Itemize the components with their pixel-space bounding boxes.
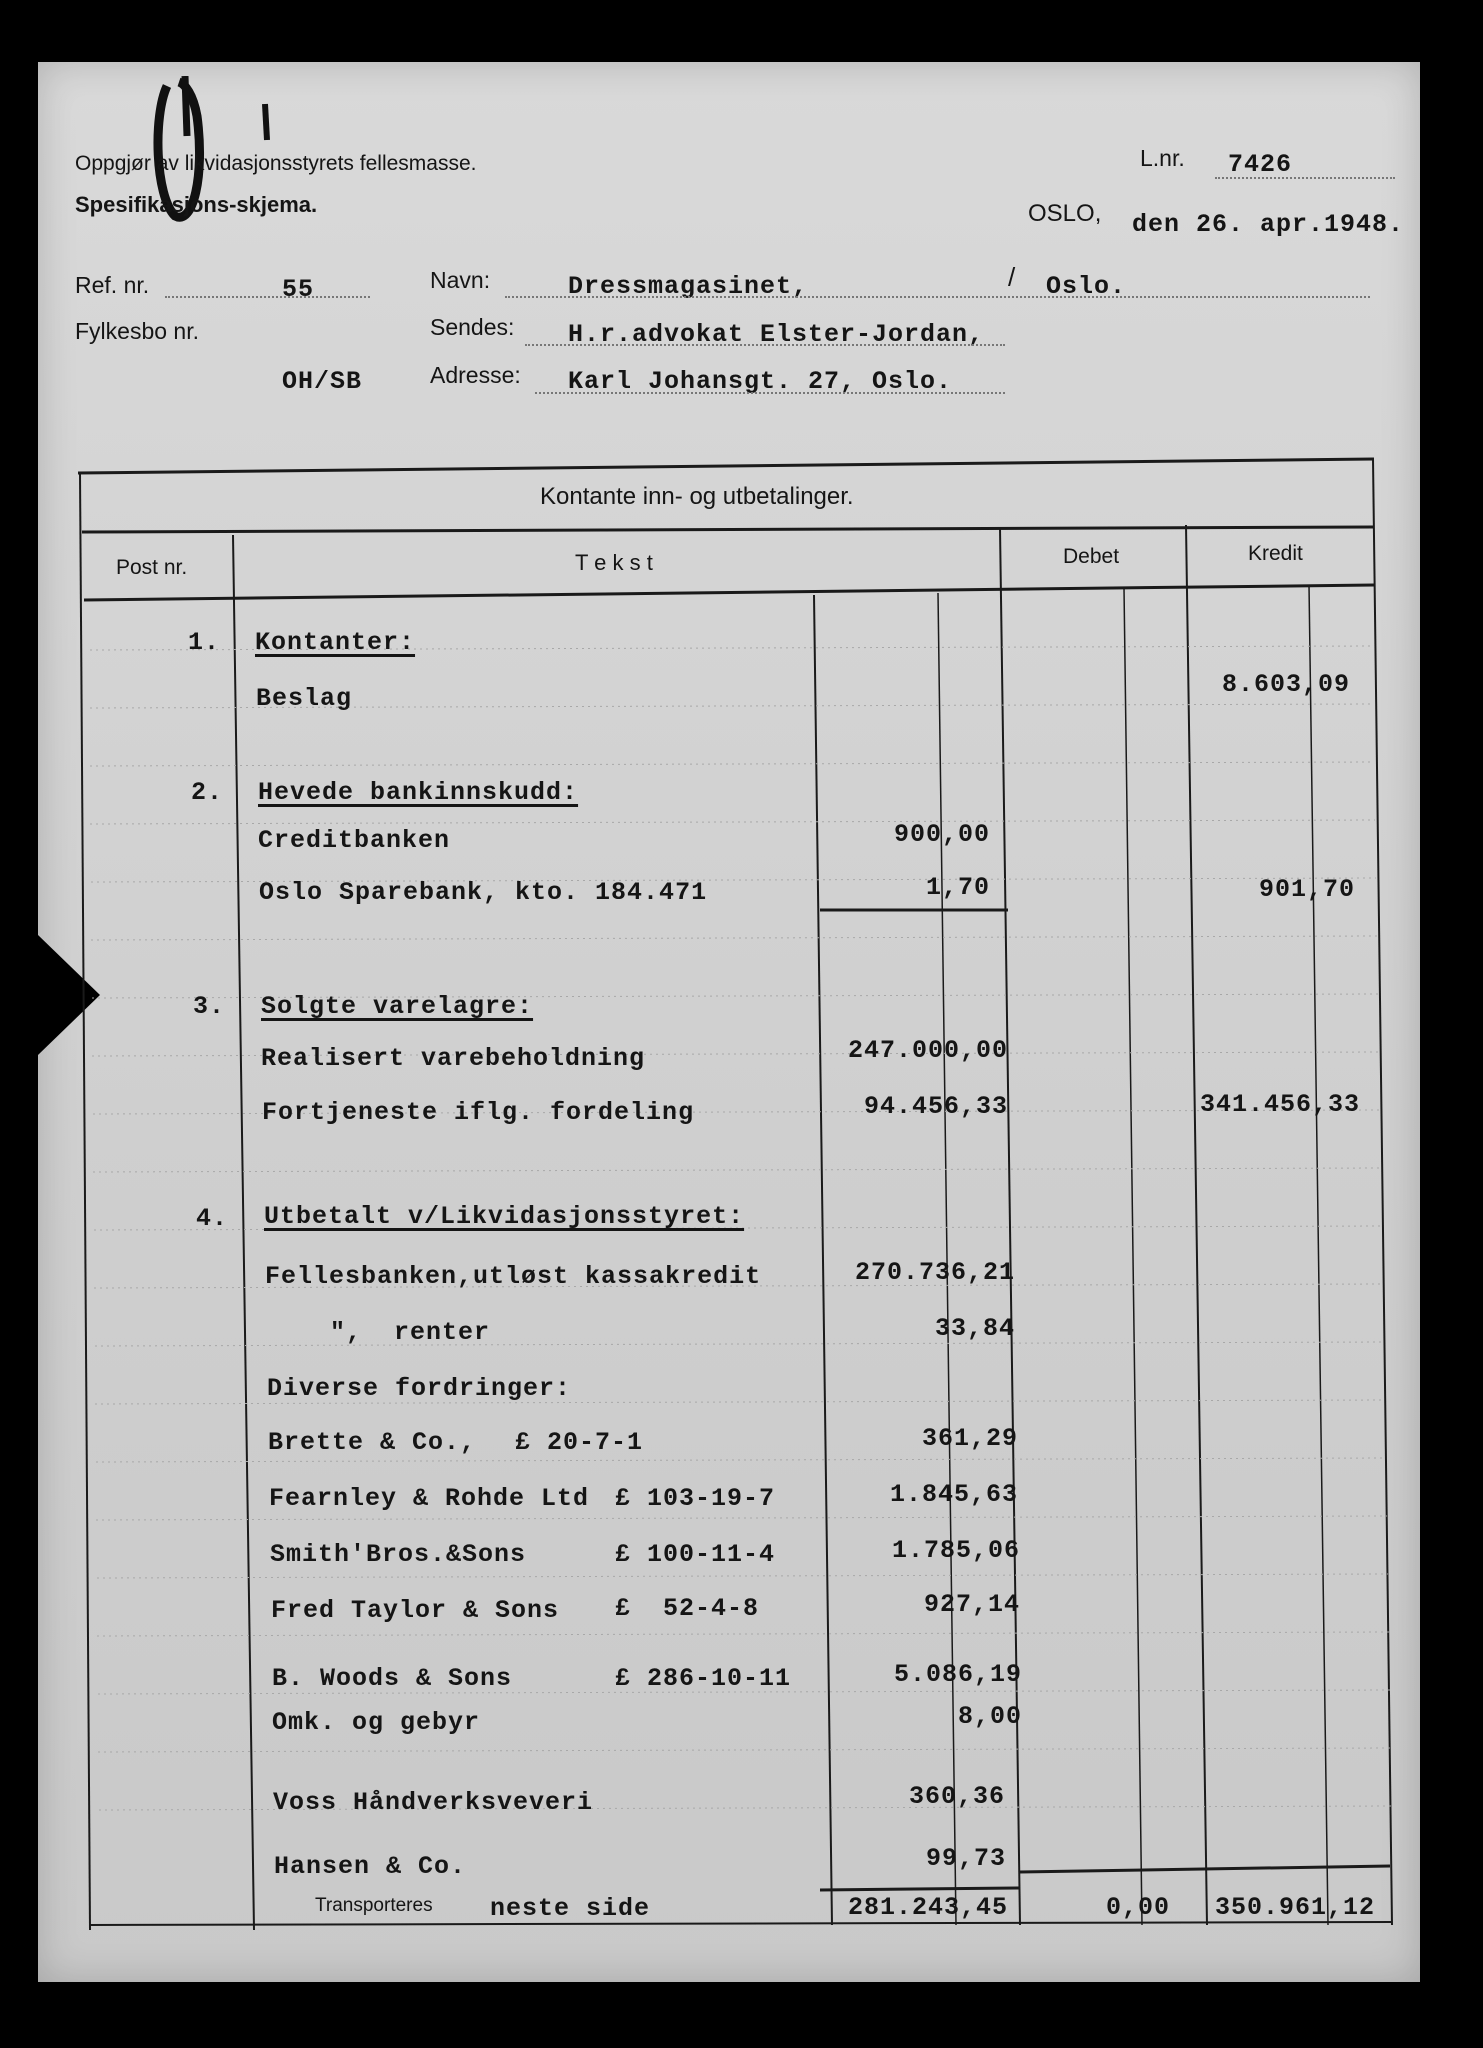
row-text: Diverse fordringer: — [267, 1374, 572, 1403]
post-number: 3. — [192, 992, 225, 1021]
row-text: Hansen & Co. — [274, 1852, 467, 1881]
transport-label: Transporteres — [315, 1895, 433, 1916]
kredit-value: 8.603,09 — [1221, 670, 1350, 699]
post-number: 2. — [190, 778, 223, 807]
transport-text: neste side — [490, 1894, 651, 1923]
row-text: Beslag — [256, 684, 353, 713]
date: den 26. apr.1948. — [1132, 210, 1405, 239]
transport-sub-total: 281.243,45 — [847, 1893, 1008, 1922]
sub-value: 5.086,19 — [893, 1660, 1022, 1689]
adresse-label: Adresse: — [430, 362, 521, 388]
ref-value: 55 — [282, 275, 315, 304]
navn-separator: / — [1008, 262, 1016, 292]
row-text: Oslo Sparebank, kto. 184.471 — [259, 878, 708, 907]
header-debet: Debet — [1063, 545, 1120, 568]
sub-value: 361,29 — [921, 1424, 1018, 1453]
ref-label: Ref. nr. — [75, 272, 150, 298]
row-text: Realisert varebeholdning — [261, 1044, 646, 1073]
row-text: ", renter — [266, 1318, 491, 1347]
row-text: Solgte varelagre: — [261, 992, 534, 1021]
row-text: Hevede bankinnskudd: — [258, 778, 579, 807]
header-post: Post nr. — [116, 556, 188, 579]
lnr-label: L.nr. — [1140, 145, 1185, 171]
sub-value: 1.785,06 — [891, 1536, 1020, 1565]
row-text: Voss Håndverksveveri — [273, 1788, 594, 1817]
row-text: Fred Taylor & Sons — [271, 1596, 560, 1625]
navn-place: Oslo. — [1046, 272, 1127, 301]
row-text: Fearnley & Rohde Ltd — [269, 1484, 590, 1513]
row-text: Fellesbanken,utløst kassakredit — [265, 1262, 762, 1291]
sub-value: 270.736,21 — [854, 1258, 1015, 1287]
pound-amount: £ 52-4-8 — [615, 1594, 760, 1623]
sub-value: 1,70 — [925, 873, 990, 902]
sub-value: 360,36 — [908, 1782, 1005, 1811]
header-kredit: Kredit — [1248, 542, 1303, 565]
transport-kredit-total: 350.961,12 — [1214, 1893, 1375, 1922]
navn-label: Navn: — [430, 267, 491, 293]
row-text: Fortjeneste iflg. fordeling — [262, 1098, 695, 1127]
row-text: Creditbanken — [258, 826, 451, 855]
lnr-value: 7426 — [1228, 150, 1293, 179]
form-title: Spesifikasjons-skjema. — [75, 192, 318, 217]
sub-value: 99,73 — [925, 1844, 1006, 1873]
pound-amount: £ 286-10-11 — [615, 1664, 792, 1693]
navn-value: Dressmagasinet, — [568, 272, 809, 301]
row-text: Smith'Bros.&Sons — [270, 1540, 527, 1569]
table-title: Kontante inn- og utbetalinger. — [540, 483, 854, 510]
header-tekst: T e k s t — [575, 550, 653, 575]
post-number: 4. — [195, 1204, 228, 1233]
row-text: B. Woods & Sons — [272, 1664, 513, 1693]
transport-debet-total: 0,00 — [1105, 1893, 1170, 1922]
pound-amount: £ 20-7-1 — [515, 1428, 644, 1457]
sub-value: 94.456,33 — [863, 1092, 1008, 1121]
sub-value: 927,14 — [923, 1590, 1020, 1619]
row-text: Brette & Co., — [268, 1428, 477, 1457]
sub-value: 1.845,63 — [889, 1480, 1018, 1509]
sub-value: 900,00 — [893, 820, 990, 849]
pound-amount: £ 100-11-4 — [615, 1540, 776, 1569]
sub-value: 8,00 — [957, 1702, 1022, 1731]
sub-value: 247.000,00 — [847, 1036, 1008, 1065]
row-text: Omk. og gebyr — [272, 1708, 481, 1737]
kredit-value: 341.456,33 — [1199, 1090, 1360, 1119]
row-text: Utbetalt v/Likvidasjonsstyret: — [264, 1202, 745, 1231]
post-number: 1. — [187, 628, 220, 657]
sub-value: 33,84 — [934, 1314, 1015, 1343]
adresse-value: Karl Johansgt. 27, Oslo. — [568, 367, 953, 396]
row-text: Kontanter: — [255, 628, 416, 657]
kredit-value: 901,70 — [1258, 875, 1355, 904]
fylkesbo-label: Fylkesbo nr. — [75, 318, 199, 344]
sendes-label: Sendes: — [430, 314, 515, 340]
pound-amount: £ 103-19-7 — [615, 1484, 776, 1513]
sendes-value: H.r.advokat Elster-Jordan, — [568, 320, 985, 349]
city: OSLO, — [1028, 200, 1102, 227]
org-title: Oppgjør av likvidasjonsstyrets fellesmasse. — [75, 152, 477, 175]
fylkesbo-value: OH/SB — [282, 367, 363, 396]
